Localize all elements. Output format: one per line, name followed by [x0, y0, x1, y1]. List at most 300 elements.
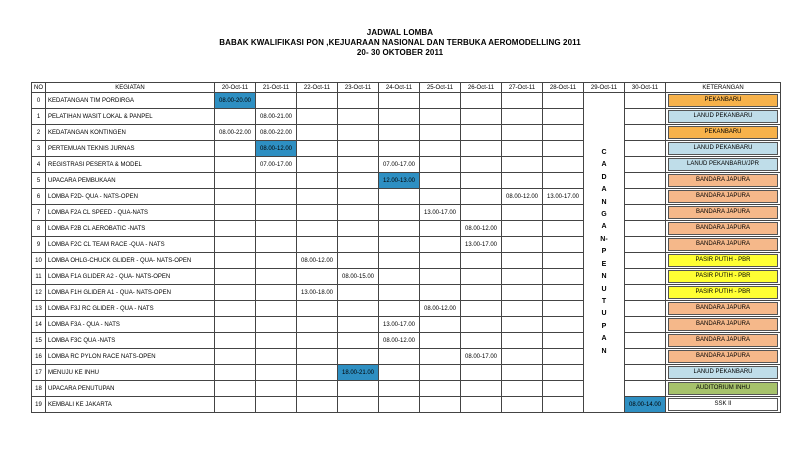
keterangan-cell	[666, 189, 781, 205]
keterangan-cell	[666, 317, 781, 333]
row-number: 19	[32, 397, 46, 413]
schedule-time-cell: 08.00-21.00	[256, 109, 297, 125]
location-label: LANUD PEKANBARU	[668, 366, 778, 379]
empty-cell	[256, 397, 297, 413]
empty-cell	[297, 333, 338, 349]
empty-cell	[461, 141, 502, 157]
empty-cell	[297, 173, 338, 189]
kegiatan-cell: LOMBA F2D- QUA - NATS-OPEN	[46, 189, 215, 205]
kegiatan-cell: PERTEMUAN TEKNIS JURNAS	[46, 141, 215, 157]
empty-cell	[256, 93, 297, 109]
empty-cell	[215, 317, 256, 333]
empty-cell	[256, 317, 297, 333]
table-row	[32, 301, 781, 317]
header-date: 21-Oct-11	[256, 83, 297, 93]
empty-cell	[543, 301, 584, 317]
header-kegiatan: KEGIATAN	[46, 83, 215, 93]
empty-cell	[502, 109, 543, 125]
row-number: 10	[32, 253, 46, 269]
table-row	[32, 333, 781, 349]
row-number: 1	[32, 109, 46, 125]
empty-cell	[461, 109, 502, 125]
empty-cell	[297, 397, 338, 413]
empty-cell	[420, 157, 461, 173]
keterangan-cell	[666, 125, 781, 141]
empty-cell	[215, 301, 256, 317]
empty-cell	[461, 173, 502, 189]
empty-cell	[502, 141, 543, 157]
header-date: 27-Oct-11	[502, 83, 543, 93]
empty-cell	[297, 93, 338, 109]
empty-cell	[297, 365, 338, 381]
schedule-time-cell: 08.00-17.00	[461, 349, 502, 365]
schedule-time-cell: 13.00-18.00	[297, 285, 338, 301]
location-label: LANUD PEKANBARU	[668, 110, 778, 123]
schedule-time-cell: 08.00-22.00	[215, 125, 256, 141]
row-number: 2	[32, 125, 46, 141]
empty-cell	[502, 365, 543, 381]
keterangan-cell	[666, 301, 781, 317]
empty-cell	[379, 189, 420, 205]
empty-cell	[256, 349, 297, 365]
empty-cell	[625, 221, 666, 237]
empty-cell	[543, 349, 584, 365]
empty-cell	[461, 125, 502, 141]
empty-cell	[543, 381, 584, 397]
empty-cell	[215, 173, 256, 189]
empty-cell	[420, 381, 461, 397]
empty-cell	[256, 285, 297, 301]
empty-cell	[379, 285, 420, 301]
empty-cell	[543, 365, 584, 381]
kegiatan-cell: UPACARA PEMBUKAAN	[46, 173, 215, 189]
keterangan-cell	[666, 349, 781, 365]
empty-cell	[543, 253, 584, 269]
empty-cell	[297, 141, 338, 157]
empty-cell	[420, 317, 461, 333]
location-label: BANDARA JAPURA	[668, 302, 778, 315]
empty-cell	[461, 189, 502, 205]
empty-cell	[215, 349, 256, 365]
kegiatan-cell: LOMBA F1H GLIDER A1 - QUA- NATS-OPEN	[46, 285, 215, 301]
empty-cell	[379, 269, 420, 285]
table-row	[32, 173, 781, 189]
header-date: 26-Oct-11	[461, 83, 502, 93]
table-row	[32, 109, 781, 125]
page-title: JADWAL LOMBA	[366, 28, 434, 37]
empty-cell	[215, 285, 256, 301]
location-label: BANDARA JAPURA	[668, 222, 778, 235]
empty-cell	[256, 333, 297, 349]
empty-cell	[256, 205, 297, 221]
empty-cell	[461, 205, 502, 221]
empty-cell	[543, 269, 584, 285]
empty-cell	[297, 109, 338, 125]
empty-cell	[420, 253, 461, 269]
table-row	[32, 269, 781, 285]
empty-cell	[420, 173, 461, 189]
table-row	[32, 141, 781, 157]
schedule-time-cell: 08.00-12.00	[502, 189, 543, 205]
empty-cell	[338, 253, 379, 269]
empty-cell	[338, 285, 379, 301]
empty-cell	[461, 317, 502, 333]
empty-cell	[543, 141, 584, 157]
empty-cell	[338, 141, 379, 157]
schedule-time-cell: 13.00-17.00	[543, 189, 584, 205]
cadangan-cell	[584, 93, 625, 413]
empty-cell	[543, 397, 584, 413]
empty-cell	[625, 269, 666, 285]
empty-cell	[625, 381, 666, 397]
keterangan-cell	[666, 397, 781, 413]
empty-cell	[379, 253, 420, 269]
empty-cell	[338, 317, 379, 333]
empty-cell	[502, 221, 543, 237]
kegiatan-cell: LOMBA F2B CL AEROBATIC -NATS	[46, 221, 215, 237]
empty-cell	[420, 349, 461, 365]
empty-cell	[297, 237, 338, 253]
empty-cell	[461, 253, 502, 269]
kegiatan-cell: KEDATANGAN TIM PORDIRGA	[46, 93, 215, 109]
schedule-time-cell: 08.00-12.00	[256, 141, 297, 157]
keterangan-cell	[666, 285, 781, 301]
empty-cell	[379, 109, 420, 125]
empty-cell	[625, 253, 666, 269]
empty-cell	[215, 381, 256, 397]
empty-cell	[543, 205, 584, 221]
empty-cell	[461, 93, 502, 109]
kegiatan-cell: LOMBA F2C CL TEAM RACE -QUA - NATS	[46, 237, 215, 253]
table-row	[32, 125, 781, 141]
empty-cell	[338, 349, 379, 365]
cadangan-vertical-text: CADANGAN-PENUTUPAN	[600, 149, 608, 355]
empty-cell	[420, 125, 461, 141]
empty-cell	[502, 173, 543, 189]
empty-cell	[543, 125, 584, 141]
schedule-body	[32, 93, 781, 413]
empty-cell	[297, 301, 338, 317]
schedule-time-cell: 07.00-17.00	[256, 157, 297, 173]
empty-cell	[420, 109, 461, 125]
schedule-time-cell: 13.00-17.00	[379, 317, 420, 333]
keterangan-cell	[666, 381, 781, 397]
table-row	[32, 221, 781, 237]
empty-cell	[461, 285, 502, 301]
empty-cell	[461, 397, 502, 413]
keterangan-cell	[666, 253, 781, 269]
empty-cell	[420, 397, 461, 413]
empty-cell	[461, 381, 502, 397]
empty-cell	[502, 253, 543, 269]
empty-cell	[461, 157, 502, 173]
empty-cell	[502, 381, 543, 397]
empty-cell	[256, 237, 297, 253]
empty-cell	[297, 221, 338, 237]
schedule-time-cell: 12.00-13.00	[379, 173, 420, 189]
keterangan-cell	[666, 141, 781, 157]
empty-cell	[297, 349, 338, 365]
empty-cell	[297, 205, 338, 221]
row-number: 6	[32, 189, 46, 205]
table-row	[32, 93, 781, 109]
empty-cell	[420, 269, 461, 285]
empty-cell	[338, 93, 379, 109]
empty-cell	[256, 253, 297, 269]
kegiatan-cell: KEDATANGAN KONTINGEN	[46, 125, 215, 141]
location-label: BANDARA JAPURA	[668, 174, 778, 187]
kegiatan-cell: LOMBA RC PYLON RACE NATS-OPEN	[46, 349, 215, 365]
empty-cell	[338, 205, 379, 221]
empty-cell	[420, 365, 461, 381]
empty-cell	[338, 221, 379, 237]
empty-cell	[420, 285, 461, 301]
empty-cell	[297, 317, 338, 333]
empty-cell	[502, 285, 543, 301]
empty-cell	[215, 333, 256, 349]
empty-cell	[379, 301, 420, 317]
empty-cell	[338, 333, 379, 349]
empty-cell	[625, 157, 666, 173]
empty-cell	[338, 109, 379, 125]
empty-cell	[215, 141, 256, 157]
empty-cell	[502, 269, 543, 285]
header-date: 28-Oct-11	[543, 83, 584, 93]
empty-cell	[625, 125, 666, 141]
empty-cell	[502, 349, 543, 365]
empty-cell	[338, 189, 379, 205]
empty-cell	[379, 205, 420, 221]
empty-cell	[379, 221, 420, 237]
keterangan-cell	[666, 269, 781, 285]
empty-cell	[338, 237, 379, 253]
kegiatan-cell: LOMBA F3J RC GLIDER - QUA - NATS	[46, 301, 215, 317]
empty-cell	[543, 157, 584, 173]
empty-cell	[625, 189, 666, 205]
empty-cell	[215, 157, 256, 173]
empty-cell	[215, 221, 256, 237]
empty-cell	[502, 317, 543, 333]
table-row	[32, 285, 781, 301]
empty-cell	[543, 237, 584, 253]
empty-cell	[215, 237, 256, 253]
empty-cell	[543, 317, 584, 333]
empty-cell	[502, 333, 543, 349]
row-number: 5	[32, 173, 46, 189]
empty-cell	[338, 157, 379, 173]
empty-cell	[215, 205, 256, 221]
empty-cell	[215, 397, 256, 413]
empty-cell	[420, 237, 461, 253]
empty-cell	[379, 93, 420, 109]
row-number: 11	[32, 269, 46, 285]
table-row	[32, 205, 781, 221]
keterangan-cell	[666, 365, 781, 381]
empty-cell	[420, 141, 461, 157]
schedule-time-cell: 08.00-22.00	[256, 125, 297, 141]
empty-cell	[215, 253, 256, 269]
empty-cell	[215, 365, 256, 381]
empty-cell	[543, 109, 584, 125]
location-label: BANDARA JAPURA	[668, 238, 778, 251]
kegiatan-cell: LOMBA OHLG-CHUCK GLIDER - QUA- NATS-OPEN	[46, 253, 215, 269]
empty-cell	[256, 269, 297, 285]
kegiatan-cell: KEMBALI KE JAKARTA	[46, 397, 215, 413]
header-keterangan: KETERANGAN	[666, 83, 781, 93]
empty-cell	[625, 349, 666, 365]
location-label: LANUD PEKANBARU	[668, 142, 778, 155]
empty-cell	[379, 237, 420, 253]
empty-cell	[625, 93, 666, 109]
table-row	[32, 157, 781, 173]
kegiatan-cell: LOMBA F1A GLIDER A2 - QUA- NATS-OPEN	[46, 269, 215, 285]
location-label: BANDARA JAPURA	[668, 206, 778, 219]
empty-cell	[625, 285, 666, 301]
empty-cell	[625, 109, 666, 125]
empty-cell	[379, 381, 420, 397]
header-date: 30-Oct-11	[625, 83, 666, 93]
empty-cell	[625, 141, 666, 157]
schedule-time-cell: 13.00-17.00	[420, 205, 461, 221]
empty-cell	[256, 173, 297, 189]
location-label: SSK II	[668, 398, 778, 411]
page-subtitle: BABAK KWALIFIKASI PON ,KEJUARAAN NASIONAL DAN TERBUKA AEROMODELLING 2011	[219, 38, 581, 47]
row-number: 7	[32, 205, 46, 221]
header-date: 22-Oct-11	[297, 83, 338, 93]
keterangan-cell	[666, 333, 781, 349]
empty-cell	[215, 109, 256, 125]
empty-cell	[502, 125, 543, 141]
keterangan-cell	[666, 221, 781, 237]
table-row	[32, 349, 781, 365]
empty-cell	[297, 125, 338, 141]
kegiatan-cell: LOMBA F2A CL SPEED - QUA-NATS	[46, 205, 215, 221]
empty-cell	[502, 93, 543, 109]
row-number: 17	[32, 365, 46, 381]
empty-cell	[256, 221, 297, 237]
table-row	[32, 397, 781, 413]
empty-cell	[625, 365, 666, 381]
table-row	[32, 237, 781, 253]
keterangan-cell	[666, 157, 781, 173]
empty-cell	[215, 189, 256, 205]
table-row	[32, 381, 781, 397]
empty-cell	[625, 333, 666, 349]
location-label: PASIR PUTIH - PBR	[668, 254, 778, 267]
page-dates: 20- 30 OKTOBER 2011	[356, 48, 444, 57]
table-header-row	[32, 83, 781, 93]
kegiatan-cell: PELATIHAN WASIT LOKAL & PANPEL	[46, 109, 215, 125]
table-row	[32, 317, 781, 333]
table-row	[32, 365, 781, 381]
keterangan-cell	[666, 109, 781, 125]
empty-cell	[297, 381, 338, 397]
schedule-time-cell: 08.00-14.00	[625, 397, 666, 413]
empty-cell	[502, 237, 543, 253]
row-number: 14	[32, 317, 46, 333]
row-number: 13	[32, 301, 46, 317]
schedule-table	[31, 82, 781, 413]
location-label: BANDARA JAPURA	[668, 334, 778, 347]
header-date: 20-Oct-11	[215, 83, 256, 93]
location-label: BANDARA JAPURA	[668, 190, 778, 203]
empty-cell	[420, 221, 461, 237]
empty-cell	[420, 189, 461, 205]
empty-cell	[338, 301, 379, 317]
empty-cell	[543, 173, 584, 189]
empty-cell	[256, 381, 297, 397]
schedule-time-cell: 08.00-12.00	[420, 301, 461, 317]
table-row	[32, 189, 781, 205]
location-label: PASIR PUTIH - PBR	[668, 270, 778, 283]
empty-cell	[420, 333, 461, 349]
kegiatan-cell: MENUJU KE INHU	[46, 365, 215, 381]
empty-cell	[379, 365, 420, 381]
empty-cell	[379, 349, 420, 365]
schedule-time-cell: 13.00-17.00	[461, 237, 502, 253]
location-label: PEKANBARU	[668, 94, 778, 107]
row-number: 8	[32, 221, 46, 237]
empty-cell	[502, 301, 543, 317]
kegiatan-cell: REGISTRASI PESERTA & MODEL	[46, 157, 215, 173]
empty-cell	[256, 301, 297, 317]
empty-cell	[338, 397, 379, 413]
row-number: 0	[32, 93, 46, 109]
schedule-time-cell: 08.00-12.00	[297, 253, 338, 269]
empty-cell	[461, 365, 502, 381]
schedule-time-cell: 08.00-12.00	[379, 333, 420, 349]
header-date: 23-Oct-11	[338, 83, 379, 93]
empty-cell	[338, 173, 379, 189]
schedule-time-cell: 08.00-20.00	[215, 93, 256, 109]
empty-cell	[625, 205, 666, 221]
empty-cell	[543, 333, 584, 349]
empty-cell	[502, 397, 543, 413]
empty-cell	[297, 157, 338, 173]
empty-cell	[625, 173, 666, 189]
keterangan-cell	[666, 93, 781, 109]
empty-cell	[625, 317, 666, 333]
location-label: BANDARA JAPURA	[668, 350, 778, 363]
keterangan-cell	[666, 173, 781, 189]
empty-cell	[461, 333, 502, 349]
empty-cell	[379, 141, 420, 157]
keterangan-cell	[666, 237, 781, 253]
empty-cell	[461, 301, 502, 317]
row-number: 12	[32, 285, 46, 301]
location-label: PASIR PUTIH - PBR	[668, 286, 778, 299]
empty-cell	[625, 237, 666, 253]
header-date: 25-Oct-11	[420, 83, 461, 93]
header-no: NO	[32, 83, 46, 93]
empty-cell	[338, 125, 379, 141]
empty-cell	[502, 205, 543, 221]
empty-cell	[502, 157, 543, 173]
empty-cell	[256, 189, 297, 205]
empty-cell	[297, 189, 338, 205]
header-date: 24-Oct-11	[379, 83, 420, 93]
empty-cell	[256, 365, 297, 381]
location-label: BANDARA JAPURA	[668, 318, 778, 331]
kegiatan-cell: UPACARA PENUTUPAN	[46, 381, 215, 397]
location-label: LANUD PEKANBARU/JPR	[668, 158, 778, 171]
empty-cell	[379, 397, 420, 413]
table-row	[32, 253, 781, 269]
empty-cell	[543, 221, 584, 237]
empty-cell	[338, 381, 379, 397]
kegiatan-cell: LOMBA F3A - QUA - NATS	[46, 317, 215, 333]
schedule-time-cell: 08.00-12.00	[461, 221, 502, 237]
